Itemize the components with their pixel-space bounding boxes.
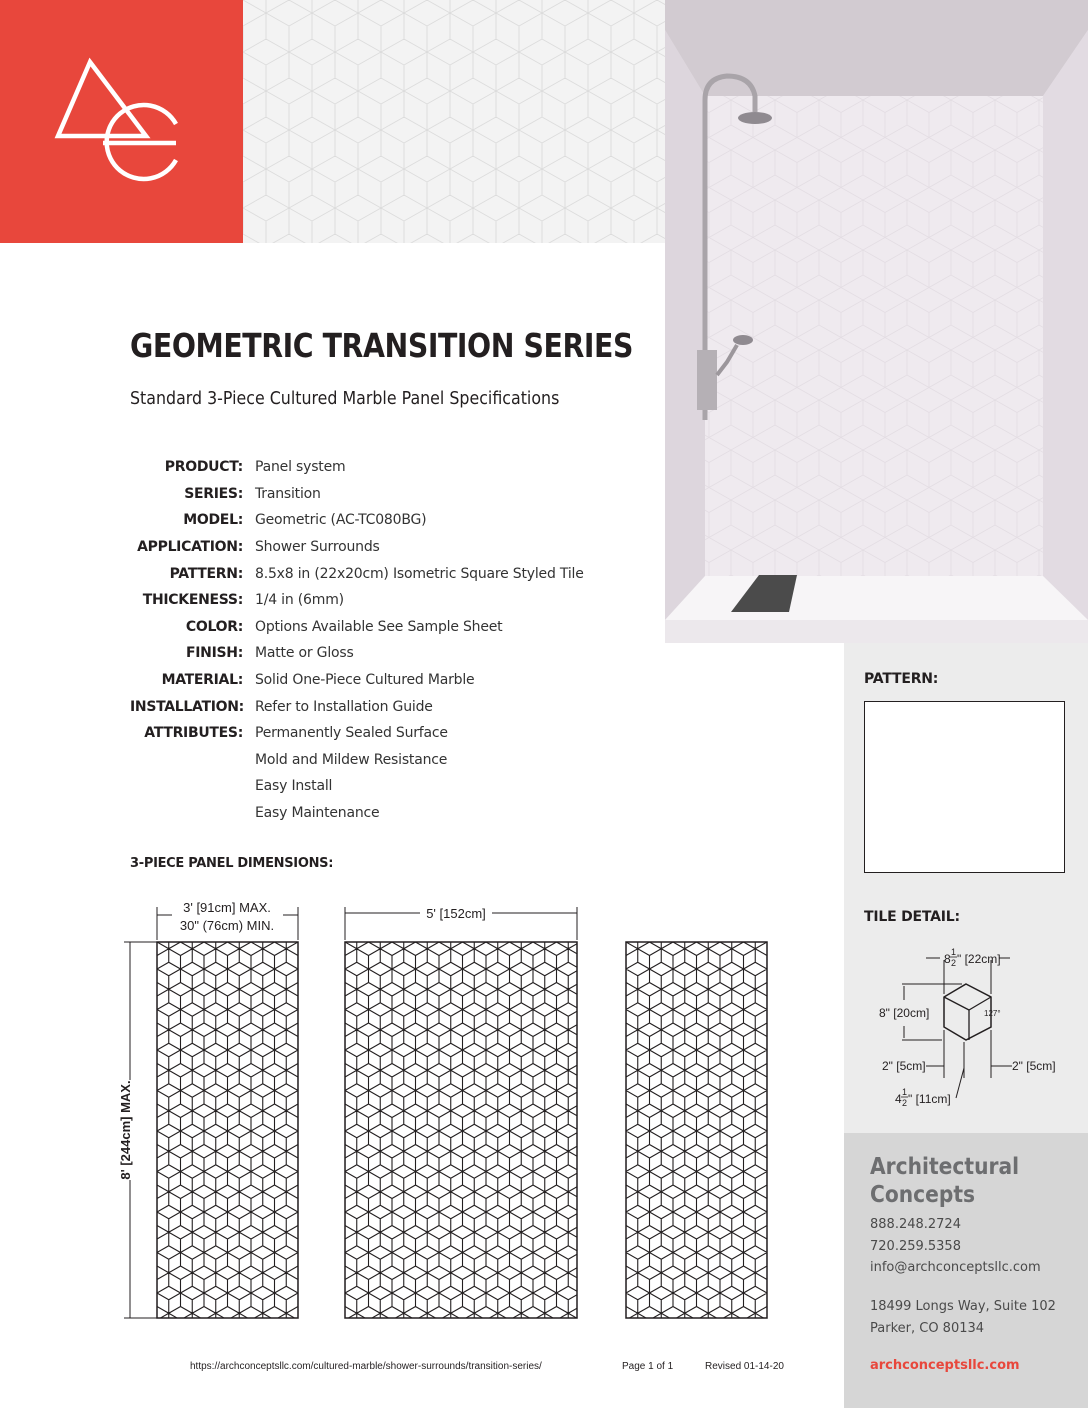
spec-row-finish: [130, 640, 650, 667]
footer-revised: Revised 01-14-20: [705, 1361, 784, 1372]
spec-label: THICKENESS:: [142, 592, 243, 609]
tile-width-whole: 8: [944, 952, 951, 966]
company-name: [870, 1153, 1019, 1209]
spec-row-attribute: [130, 747, 650, 774]
panel-dimension-drawing: [100, 880, 790, 1325]
spec-value: Solid One-Piece Cultured Marble: [255, 672, 475, 689]
spec-label: MATERIAL:: [161, 672, 243, 689]
spec-value: 1/4 in (6mm): [255, 592, 344, 609]
phone-2[interactable]: 720.259.5358: [870, 1239, 961, 1254]
spec-row-color: [130, 614, 650, 641]
spec-value: Easy Install: [255, 778, 333, 795]
spec-label: ATTRIBUTES:: [144, 725, 243, 742]
spec-row-installation: [130, 693, 650, 720]
side-min-label: 30" (76cm) MIN.: [179, 918, 275, 933]
spec-label: APPLICATION:: [137, 539, 243, 556]
side-max-label: 3' [91cm] MAX.: [183, 900, 271, 915]
spec-label: PATTERN:: [169, 565, 243, 582]
spec-value: Easy Maintenance: [255, 805, 380, 822]
spec-label: SERIES:: [184, 485, 243, 502]
spec-label: FINISH:: [186, 645, 243, 662]
spec-list: [130, 454, 650, 826]
tile-mid-frac-num: 1: [902, 1087, 908, 1097]
ac-logo-icon: [0, 0, 243, 243]
hero-cube-pattern: [243, 0, 665, 243]
dimensions-heading: 3-PIECE PANEL DIMENSIONS:: [130, 856, 334, 871]
company-line-2: Concepts: [870, 1182, 976, 1208]
tile-width-frac-den: 2: [951, 958, 957, 968]
email-link[interactable]: info@archconceptsllc.com: [870, 1260, 1041, 1275]
address-line-2: Parker, CO 80134: [870, 1321, 985, 1336]
spec-row-material: [130, 667, 650, 694]
page-subtitle: Standard 3-Piece Cultured Marble Panel Specifications: [130, 388, 560, 409]
spec-value: Geometric (AC-TC080BG): [255, 512, 427, 529]
spec-label: MODEL:: [183, 512, 243, 529]
spec-value: Refer to Installation Guide: [255, 698, 433, 715]
pattern-swatch: [864, 701, 1065, 873]
spec-row-attribute: [130, 800, 650, 827]
spec-value: Options Available See Sample Sheet: [255, 618, 503, 635]
spec-value: Shower Surrounds: [255, 539, 380, 556]
tile-detail-heading: TILE DETAIL:: [864, 909, 960, 925]
hero-pattern: [243, 0, 665, 243]
spec-label: COLOR:: [185, 618, 243, 635]
spec-value: Transition: [255, 485, 321, 502]
height-label: 8' [244cm] MAX.: [118, 1080, 133, 1180]
footer-page: Page 1 of 1: [622, 1361, 674, 1372]
phone-1[interactable]: 888.248.2724: [870, 1217, 961, 1232]
spec-row-model: [130, 507, 650, 534]
brand-logo: [0, 0, 243, 243]
tile-right-offset-label: 2" [5cm]: [1012, 1059, 1056, 1073]
website-link[interactable]: archconceptsllc.com: [870, 1358, 1020, 1373]
spec-row-attributes: [130, 720, 650, 747]
spec-label: INSTALLATION:: [130, 698, 244, 715]
spec-row-pattern: [130, 560, 650, 587]
address-line-1: 18499 Longs Way, Suite 102: [870, 1299, 1056, 1314]
shower-photo: [665, 0, 1088, 643]
spec-value: Matte or Gloss: [255, 645, 354, 662]
spec-row-attribute: [130, 773, 650, 800]
tile-width-label: " [22cm]: [957, 952, 1001, 966]
tile-mid-frac-den: 2: [902, 1098, 908, 1108]
spec-value: Permanently Sealed Surface: [255, 725, 448, 742]
spec-value: 8.5x8 in (22x20cm) Isometric Square Styled Tile: [255, 565, 584, 582]
tile-mid-whole: 4: [895, 1092, 902, 1106]
tile-detail-diagram: [860, 938, 1070, 1113]
spec-value: Mold and Mildew Resistance: [255, 751, 448, 768]
spec-row-product: [130, 454, 650, 481]
spec-row-thickness: [130, 587, 650, 614]
tile-width-frac-num: 1: [951, 947, 957, 957]
spec-row-series: [130, 481, 650, 508]
spec-label: PRODUCT:: [164, 459, 243, 476]
tile-mid-label: " [11cm]: [908, 1092, 951, 1106]
pattern-heading: PATTERN:: [864, 671, 939, 687]
shower-image: [665, 0, 1088, 643]
tile-angle-label: 127°: [984, 1009, 1001, 1018]
back-width-label: 5' [152cm]: [426, 906, 486, 921]
tile-height-label: 8" [20cm]: [879, 1006, 930, 1020]
tile-left-offset-label: 2" [5cm]: [882, 1059, 926, 1073]
footer-url[interactable]: https://archconceptsllc.com/cultured-marble/shower-surrounds/transition-series/: [190, 1361, 542, 1372]
company-line-1: Architectural: [870, 1154, 1020, 1180]
spec-row-application: [130, 534, 650, 561]
page-title: GEOMETRIC TRANSITION SERIES: [130, 326, 633, 365]
spec-value: Panel system: [255, 459, 346, 476]
